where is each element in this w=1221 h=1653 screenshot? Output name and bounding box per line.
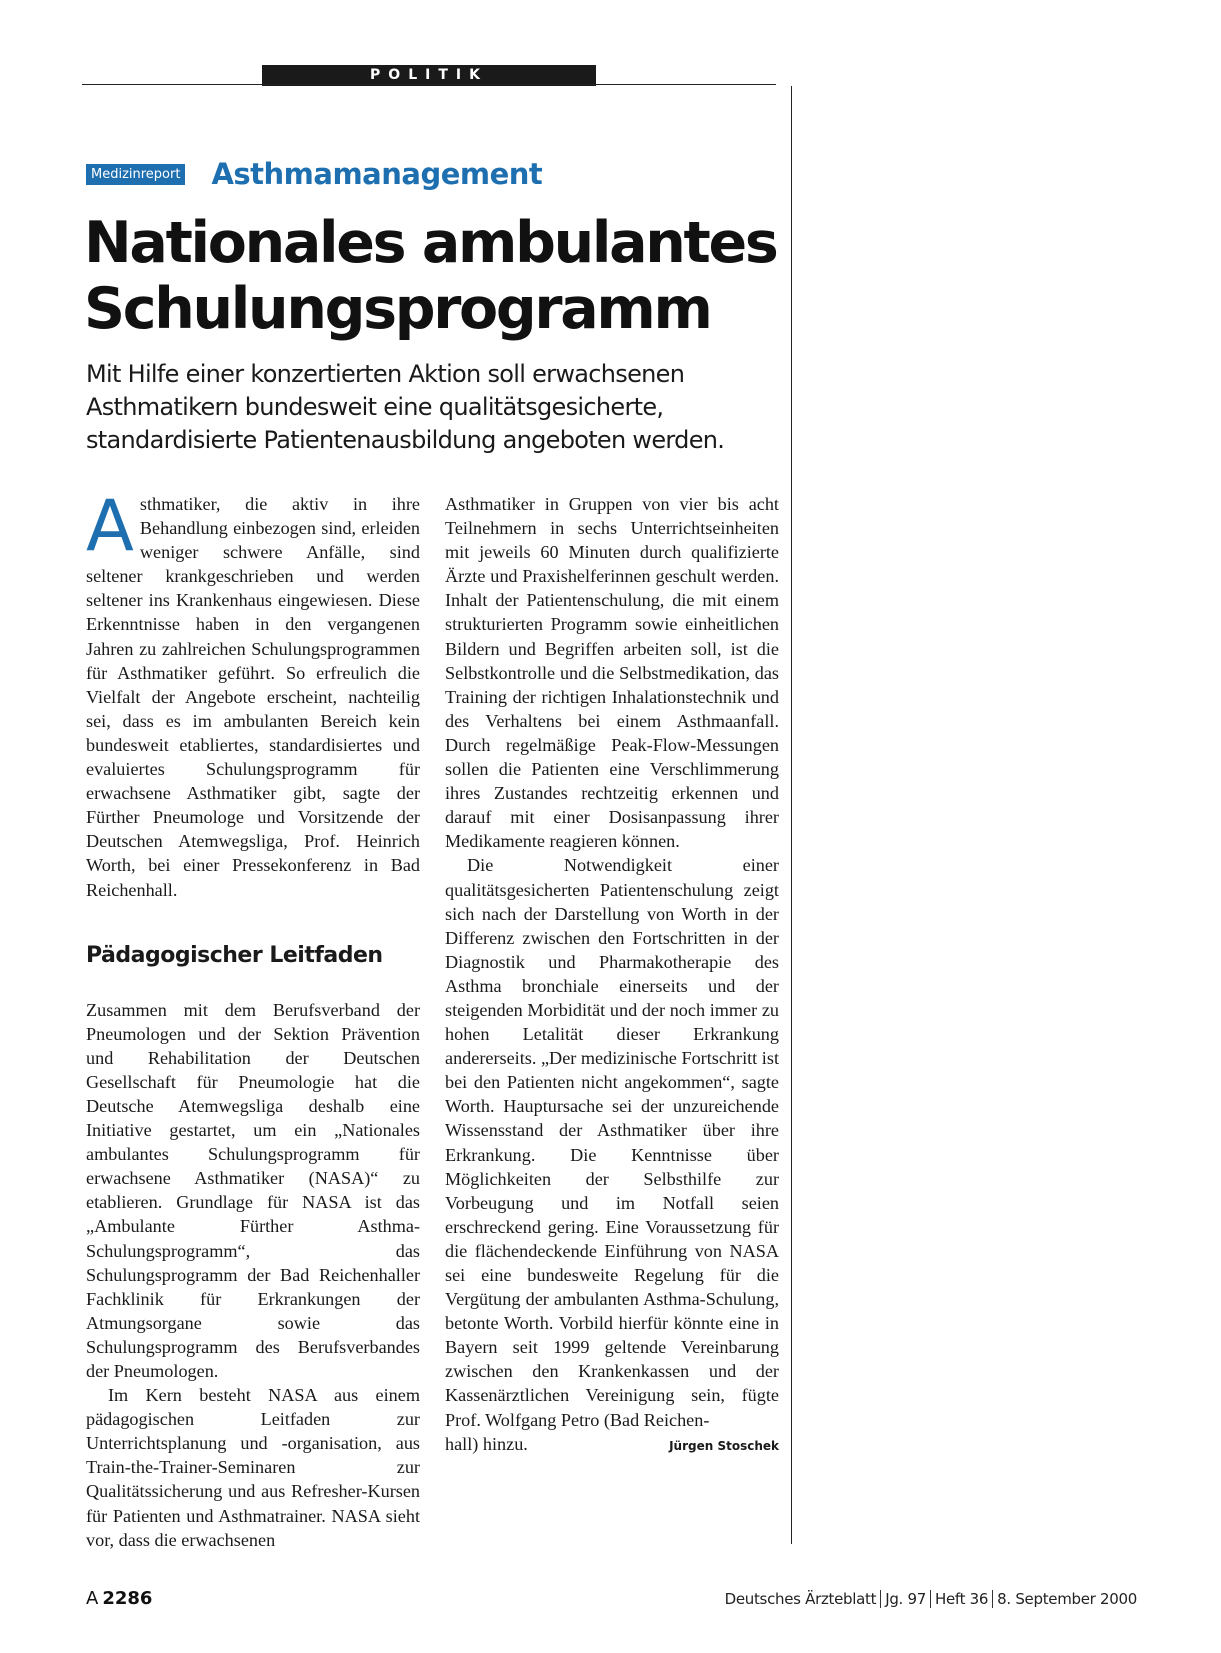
headline-line-2: Schulungsprogramm (84, 276, 711, 342)
kicker-title: Asthmamanagement (211, 157, 543, 191)
column-right (445, 492, 779, 1458)
paragraph-1-text: sthmatiker, die aktiv in ihre Behandlung einbezogen sind, erleiden weniger schwere Anfälle, sind seltener krankgeschrieben und werden seltener ins Krankenhaus eingewiesen. Diese Erkenntnisse haben in den vergangenen Jahren zu zahlreichen Schulungsprogrammen für Asthmatiker geführt. So erfreulich die Vielfalt der Angebote erscheint, nachteilig sei, dass es im ambulanten Bereich kein bundesweit etabliertes, standardisiertes und evaluiertes Schulungsprogramm für erwachsene Asthmatiker gibt, sagte der Fürther Pneumologe und Vorsitzende der Deutschen Atemwegsliga, Prof. Heinrich Worth, bei einer Pressekonferenz in Bad Reichenhall. (86, 494, 420, 900)
paragraph-4: Asthmatiker in Gruppen von vier bis acht Teilnehmern in sechs Unterrichtseinheiten mit jeweils 60 Minuten durch qualifizierte Ärzte und Praxishelferinnen geschult werden. Inhalt der Patientenschulung, die mit einem strukturierten Programm sowie einheitlichen Bildern und Begriffen arbeiten soll, ist die Selbstkontrolle und die Selbstmedikation, das Training der richtigen Inhalationstechnik und des Verhaltens bei einem Asthmaanfall. Durch regelmäßige Peak-Flow-Messungen sollen die Patienten eine Verschlimmerung ihres Zustandes rechtzeitig erkennen und darauf mit einer Dosisanpassung ihrer Medikamente reagieren können. (445, 494, 779, 852)
separator (930, 1590, 931, 1608)
separator (880, 1590, 881, 1608)
paragraph-2: Zusammen mit dem Berufsverband der Pneumologen und der Sektion Prävention und Rehabilitation der Deutschen Gesellschaft für Pneumologie hat die Deutsche Atemwegsliga deshalb eine Initiative gestartet, um ein „Nationales ambulantes Schulungsprogramm für erwachsene Asthmatiker (NASA)“ zu etablieren. Grundlage für NASA ist das „Ambulante Fürther Asthma-Schulungsprogramm“, das Schulungsprogramm der Bad Reichenhaller Fachklinik für Erkrankungen der Atmungsorgane sowie das Schulungsprogramm des Berufsverbandes der Pneumologen. (86, 999, 420, 1381)
standfirst: Mit Hilfe einer konzertierten Aktion soll erwachsenen Asthmatikern bundesweit eine qualitätsgesicherte, standardisierte Patientenausbildung angeboten werden. (86, 360, 725, 454)
headline-line-1: Nationales ambulantes (84, 210, 777, 276)
subheading: Pädagogischer Leitfaden (86, 942, 383, 968)
journal-volume: Jg. 97 (885, 1590, 926, 1608)
kicker (86, 157, 542, 191)
drop-cap: A (86, 485, 134, 567)
journal-issue: Heft 36 (934, 1590, 989, 1608)
journal-info (725, 1590, 1137, 1608)
paragraph-5-end: hall) hinzu. (445, 1433, 528, 1454)
top-rule (82, 84, 776, 85)
headline (84, 210, 804, 342)
page-folio (86, 1588, 152, 1609)
section-label: POLITIK (262, 65, 596, 86)
paragraph-5: Die Notwendigkeit einer qualitätsgesicherten Patientenschulung zeigt sich nach der Darstellung von Worth in der Differenz zwischen den Fortschritten in der Diagnostik und Pharmakotherapie des Asthma bronchiale einerseits und der steigenden Morbidität und der noch immer zu hohen Letalität dieser Erkrankung andererseits. „Der medizinische Fortschritt ist bei den Patienten nicht angekommen“, sagte Worth. Hauptursache sei der unzureichende Wissensstand der Asthmatiker über ihre Erkrankung. Die Kenntnisse über Möglichkeiten der Selbsthilfe zur Vorbeugung und im Notfall seien erschreckend gering. Eine Voraussetzung für die flächendeckende Einführung von NASA sei eine bundesweite Regelung für die Vergütung der ambulanten Asthma-Schulung, betonte Worth. Vorbild hierfür könnte eine in Bayern seit 1999 geltende Vereinbarung zwischen den Krankenkassen und der Kassenärztlichen Vereinigung sein, fügte Prof. Wolfgang Petro (Bad Reichen- (445, 855, 779, 1430)
kicker-label: Medizinreport (86, 164, 185, 185)
closing-line (445, 1432, 779, 1458)
column-left (86, 485, 420, 1552)
paragraph-1 (86, 485, 420, 902)
paragraph-3: Im Kern besteht NASA aus einem pädagogischen Leitfaden zur Unterrichtsplanung und -organisation, aus Train-the-Trainer-Seminaren zur Qualitätssicherung und aus Refresher-Kursen für Patienten und Asthmatrainer. NASA sieht vor, dass die erwachsenen (86, 1385, 420, 1550)
journal-name: Deutsches Ärzteblatt (724, 1590, 877, 1608)
separator (992, 1590, 993, 1608)
folio-prefix: A (86, 1588, 99, 1609)
journal-date: 8. September 2000 (997, 1590, 1137, 1608)
byline: Jürgen Stoschek (669, 1438, 779, 1453)
page-number: 2286 (102, 1588, 153, 1609)
